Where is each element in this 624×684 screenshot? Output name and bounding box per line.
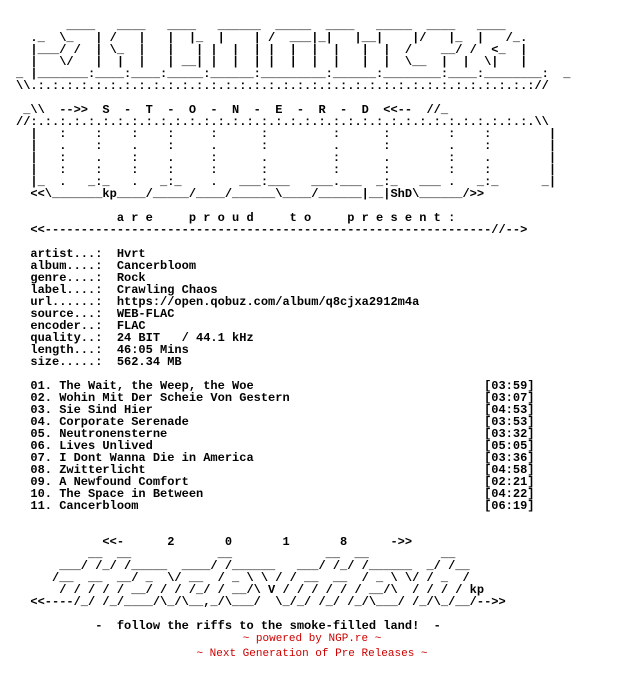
nfo-line: encoder..: FLAC	[16, 319, 146, 333]
nfo-line: 10. The Space in Between [04:22]	[16, 487, 535, 501]
nfo-line: quality..: 24 BIT / 44.1 kHz	[16, 331, 254, 345]
nfo-line: | : . : . : . : . : . |	[16, 151, 557, 165]
nfo-line: | . : . : . : . : . : |	[16, 139, 557, 153]
nfo-line: __ __ __ __ __ __	[16, 547, 456, 561]
footer	[0, 632, 624, 662]
nfo-line: 05. Neutronensterne [03:32]	[16, 427, 535, 441]
nfo-line: 09. A Newfound Comfort [02:21]	[16, 475, 535, 489]
nfo-line: | : : : : : : : : : : |	[16, 163, 557, 177]
nfo-line: album....: Cancerbloom	[16, 259, 197, 273]
nfo-text-block	[16, 8, 571, 632]
nfo-line: / / / / / __/ / / /_/ / __/\ V / / / / / / __/\ / / / / kp	[16, 583, 485, 597]
nfo-line: <<----/_/ /_/____/\_/\__,_/\___/ \_/_/ /_/ /_/\___/ /_/\_/__/-->>	[16, 595, 506, 609]
nfo-line: 04. Corporate Serenade [03:53]	[16, 415, 535, 429]
footer-powered-by: ~ powered by NGP.re ~	[242, 633, 382, 645]
nfo-line: |___/ / | \_ | | | | | | | | | | | | / __/ / <_ |	[16, 43, 528, 57]
nfo-line: artist...: Hvrt	[16, 247, 146, 261]
nfo-line: //:.:.:.:.:.:.:.:.:.:.:.:.:.:.:.:.:.:.:.:.:.:.:.:.:.:.:.:.:.:.:.:.:.:.:.\\	[16, 115, 549, 129]
nfo-line: 01. The Wait, the Weep, the Woe [03:59]	[16, 379, 535, 393]
nfo-line: length...: 46:05 Mins	[16, 343, 189, 357]
nfo-line: ._ \_ | / | | |_ | | / ___|_| |__| |/ |_ | /_.	[16, 31, 528, 45]
nfo-line: <<- 2 0 1 8 ->>	[16, 535, 413, 549]
nfo-line: a r e p r o u d t o p r e s e n t :	[16, 211, 456, 225]
nfo-line: source...: WEB-FLAC	[16, 307, 175, 321]
nfo-line: 08. Zwitterlicht [04:58]	[16, 463, 535, 477]
nfo-line: ____ ____ ____ ______ _____ ____ _____ ____ ____	[16, 19, 506, 33]
nfo-line: _ |_______:____:____:_____:______:_________:______:________:____:________: _	[16, 67, 571, 81]
nfo-line: <<--------------------------------------------------------------//-->	[16, 223, 528, 237]
footer-tagline: ~ Next Generation of Pre Releases ~	[196, 648, 428, 660]
nfo-line	[16, 512, 571, 524]
nfo-line: label....: Crawling Chaos	[16, 283, 218, 297]
nfo-line: - follow the riffs to the smoke-filled land! -	[16, 619, 441, 633]
nfo-line: size.....: 562.34 MB	[16, 355, 182, 369]
nfo-line: 02. Wohin Mit Der Scheie Von Gestern [03:07]	[16, 391, 535, 405]
nfo-line: 06. Lives Unlived [05:05]	[16, 439, 535, 453]
nfo-line: 07. I Dont Wanna Die in America [03:36]	[16, 451, 535, 465]
nfo-line: url......: https://open.qobuz.com/album/q8cjxa2912m4a	[16, 295, 420, 309]
nfo-line: |_ . _:_ . _:_ . ___:___ ___.___ _:_ ___ . _:_ _|	[16, 175, 557, 189]
nfo-line: | : : : : : : : : : : |	[16, 127, 557, 141]
nfo-line: genre....: Rock	[16, 271, 146, 285]
nfo-line: _\\ -->> S - T - O - N - E - R - D <<-- //_	[16, 103, 449, 117]
nfo-line: <<\_______kp____/_____/____/______\____/______|__|ShD\______/>>	[16, 187, 485, 201]
nfo-line: 03. Sie Sind Hier [04:53]	[16, 403, 535, 417]
nfo-line: 11. Cancerbloom [06:19]	[16, 499, 535, 513]
nfo-line: ___/ /_/ /_____ ____/ /______ ___/ /_/ /______ _/ /__	[16, 559, 470, 573]
nfo-line: \\.:.:.:.:.:.:.:.:.:.:.:.:.:.:.:.:.:.:.:.:.:.:.:.:.:.:.:.:.:.:.:.:.:.:.://	[16, 79, 549, 93]
nfo-line: | \/ | | | | __| | | | | | | | | | \__ | | \| |	[16, 55, 528, 69]
nfo-line: /__ __ __/ _ \/ __ / _ \ \ / / __ __ / _ \ \/ / _ /	[16, 571, 470, 585]
